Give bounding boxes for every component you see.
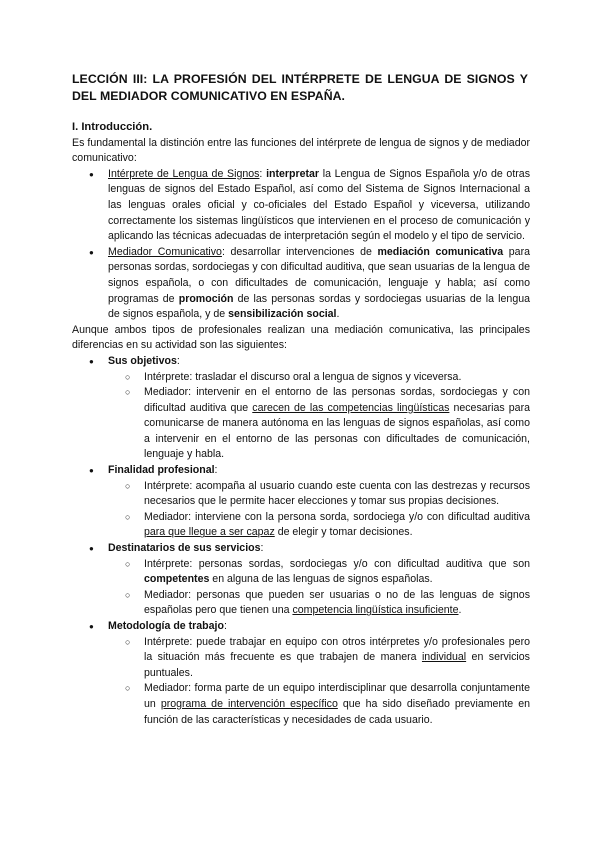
section-heading: I. Introducción. bbox=[72, 121, 153, 133]
definition-mediator: ● Mediador Comunicativo: desarrollar intervenciones de mediación comunicativa para personas sordas, sordociegas y con dificultad auditiva, que sean usuarias de la lengua de signos española, o con dificultades de comunicación, lenguaje y habla; así como programas de promoción de las personas sordas y sordociegas usuarias de la lengua de signos española, y de sensibilización social. bbox=[72, 245, 530, 323]
list-item: ○ Intérprete: acompaña al usuario cuando este cuenta con las destrezas y recursos necesarios que le permite hacer elecciones y tomar sus propias decisiones. bbox=[108, 479, 530, 510]
document-body bbox=[72, 120, 530, 728]
list-item: ○ Mediador: forma parte de un equipo interdisciplinar que desarrolla conjuntamente un programa de intervención específico que ha sido diseñado previamente en función de las características y necesidades de cada usuario. bbox=[108, 681, 530, 728]
list-item: ○ Intérprete: puede trabajar en equipo con otros intérpretes y/o profesionales pero la situación más frecuente es que trabajen de manera individual en servicios puntuales. bbox=[108, 635, 530, 682]
differences-list bbox=[72, 354, 530, 728]
list-item: ○ Intérprete: trasladar el discurso oral a lengua de signos y viceversa. bbox=[108, 370, 530, 386]
difference-recipients: ● Destinatarios de sus servicios: ○ Intérprete: personas sordas, sordociegas y/o con dificultad auditiva que son competentes en alguna de las lenguas de signos españolas. ○ Mediador: personas que pueden ser usuarias o no de las lenguas de signos españolas pero que tienen una competencia lingüística insuficiente. bbox=[72, 541, 530, 619]
difference-purpose: ● Finalidad profesional: ○ Intérprete: acompaña al usuario cuando este cuenta con las destrezas y recursos necesarios que le permite hacer elecciones y tomar sus propias decisiones. ○ Mediador: interviene con la persona sorda, sordociega y/o con dificultad auditiva para que llegue a ser capaz de elegir y tomar decisiones. bbox=[72, 463, 530, 541]
list-item: ○ Mediador: intervenir en el entorno de las personas sordas, sordociegas y con dificultad auditiva que carecen de las competencias lingüísticas necesarias para comunicarse de manera autónoma en las lenguas de signos españolas, así como a intervenir en el entorno de las personas con dificultades de comunicación, lenguaje y habla. bbox=[108, 385, 530, 463]
list-item: ○ Mediador: interviene con la persona sorda, sordociega y/o con dificultad auditiva para que llegue a ser capaz de elegir y tomar decisiones. bbox=[108, 510, 530, 541]
page-title: LECCIÓN III: LA PROFESIÓN DEL INTÉRPRETE DE LENGUA DE SIGNOS Y DEL MEDIADOR COMUNICATIVO EN ESPAÑA. bbox=[72, 72, 528, 103]
definition-interpreter: ● Intérprete de Lengua de Signos: interpretar la Lengua de Signos Española y/o de otras lenguas de signos del Estado Español, así como del Sistema de Signos Internacional a las lenguas orales oficial y co-oficiales del Estado Español y viceversa, utilizando correctamente los sistemas lingüísticos que intervienen en el proceso de comunicación y aplicando las técnicas adecuadas de interpretación según el modelo y el tipo de servicio. bbox=[72, 167, 530, 245]
difference-methodology: ● Metodología de trabajo: ○ Intérprete: puede trabajar en equipo con otros intérpretes y/o profesionales pero la situación más frecuente es que trabajen de manera individual en servicios puntuales. ○ Mediador: forma parte de un equipo interdisciplinar que desarrolla conjuntamente un programa de intervención específico que ha sido diseñado previamente en función de las características y necesidades de cada usuario. bbox=[72, 619, 530, 728]
differences-paragraph: Aunque ambos tipos de profesionales realizan una mediación comunicativa, las principales diferencias en su actividad son las siguientes: bbox=[72, 323, 530, 352]
intro-paragraph: Es fundamental la distinción entre las funciones del intérprete de lengua de signos y de mediador comunicativo: bbox=[72, 136, 530, 165]
list-item: ○ Mediador: personas que pueden ser usuarias o no de las lenguas de signos españolas pero que tienen una competencia lingüística insuficiente. bbox=[108, 588, 530, 619]
term: Intérprete de Lengua de Signos bbox=[108, 167, 260, 180]
definitions-list bbox=[72, 167, 530, 323]
difference-objectives: ● Sus objetivos: ○ Intérprete: trasladar el discurso oral a lengua de signos y viceversa. ○ Mediador: intervenir en el entorno de las personas sordas, sordociegas y con dificultad auditiva que carecen de las competencias lingüísticas necesarias para comunicarse de manera autónoma en las lenguas de signos españolas, así como a intervenir en el entorno de las personas con dificultades de comunicación, lenguaje y habla. bbox=[72, 354, 530, 463]
list-item: ○ Intérprete: personas sordas, sordociegas y/o con dificultad auditiva que son competentes en alguna de las lenguas de signos españolas. bbox=[108, 557, 530, 588]
term: Mediador Comunicativo bbox=[108, 245, 222, 258]
